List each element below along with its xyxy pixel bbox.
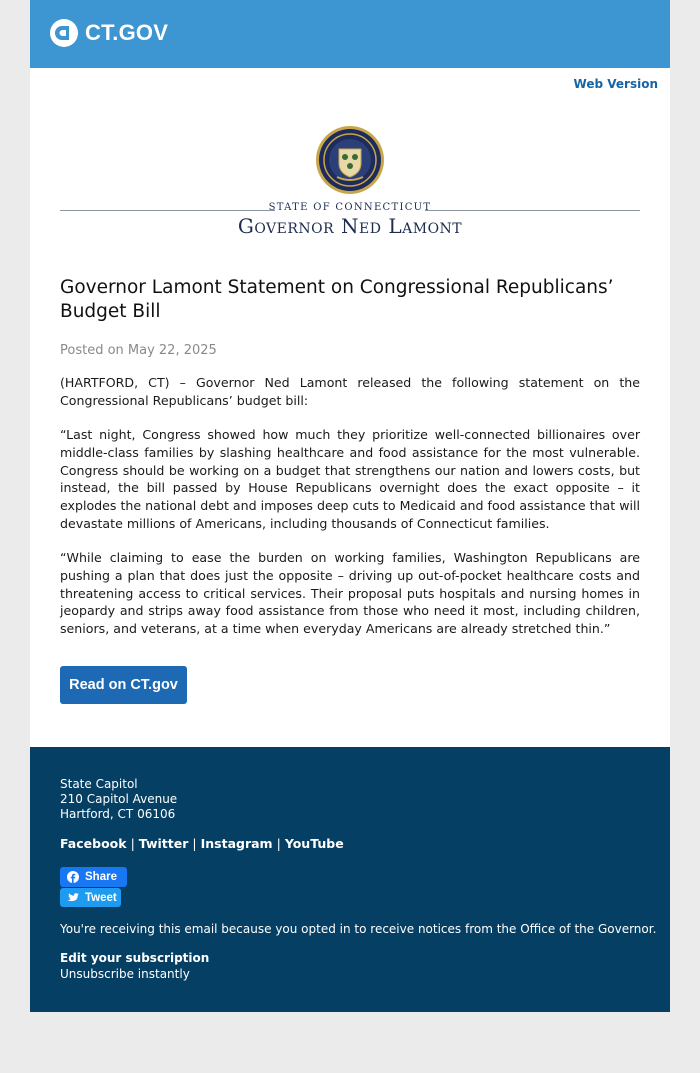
brand-text: CT.GOV — [85, 20, 169, 45]
twitter-icon — [67, 893, 79, 903]
social-links — [60, 836, 344, 851]
address-block — [60, 777, 177, 822]
share-label: Share — [85, 871, 117, 883]
brand-logo[interactable] — [50, 19, 168, 47]
email-container — [30, 0, 670, 1012]
article-title: Governor Lamont Statement on Congressional Republicans’ Budget Bill — [60, 277, 614, 322]
optin-notice: You're receiving this email because you opted in to receive notices from the Office of the Governor. — [60, 922, 657, 936]
governor-name: Governor Ned Lamont — [237, 214, 463, 238]
article-paragraph: (HARTFORD, CT) – Governor Ned Lamont released the following statement on the Congressional Republicans’ budget bill: — [60, 375, 640, 408]
separator: | — [192, 836, 197, 851]
read-on-ctgov-button[interactable]: Read on CT.gov — [60, 666, 187, 704]
separator: | — [130, 836, 135, 851]
separator: | — [276, 836, 281, 851]
instagram-link[interactable]: Instagram — [200, 836, 273, 851]
footer — [30, 747, 670, 1012]
youtube-link[interactable]: YouTube — [284, 836, 344, 851]
header-bar — [30, 0, 670, 68]
posted-date: Posted on May 22, 2025 — [60, 343, 217, 358]
unsubscribe-link[interactable]: Unsubscribe instantly — [60, 967, 190, 981]
address-line: 210 Capitol Avenue — [60, 792, 178, 806]
main-content — [30, 68, 670, 747]
edit-subscription-link[interactable]: Edit your subscription — [60, 951, 210, 965]
facebook-share-button[interactable] — [60, 867, 127, 887]
twitter-link[interactable]: Twitter — [138, 836, 189, 851]
address-line: Hartford, CT 06106 — [60, 807, 176, 821]
web-version-link[interactable]: Web Version — [573, 77, 658, 91]
tweet-label: Tweet — [85, 891, 117, 904]
article-paragraph: “Last night, Congress showed how much they prioritize well-connected billionaires over middle-class families by slashing healthcare and food assistance for the most vulnerable. Congress should be working on a budget that strengthens our nation and lowers costs, but instead, the bill passed by House Republicans overnight does the exact opposite – it explodes the national debt and imposes deep cuts to Medicaid and food assistance that will devastate millions of Americans, including thousands of Connecticut families. — [60, 427, 640, 531]
state-line: STATE OF CONNECTICUT — [268, 202, 432, 213]
governor-seal-icon — [315, 125, 385, 195]
facebook-link[interactable]: Facebook — [60, 836, 127, 851]
ct-logo-icon — [50, 19, 78, 47]
article-paragraph: “While claiming to ease the burden on working families, Washington Republicans are pushing a plan that does just the opposite – driving up out-of-pocket healthcare costs and threatening access to critical services. Their proposal puts hospitals and nursing homes in jeopardy and strips away food assistance from those who need it most, including children, seniors, and veterans, at a time when everyday Americans are already stretched thin.” — [60, 550, 640, 637]
address-line: State Capitol — [60, 777, 138, 791]
tweet-button[interactable] — [60, 888, 121, 907]
facebook-icon — [67, 871, 79, 883]
